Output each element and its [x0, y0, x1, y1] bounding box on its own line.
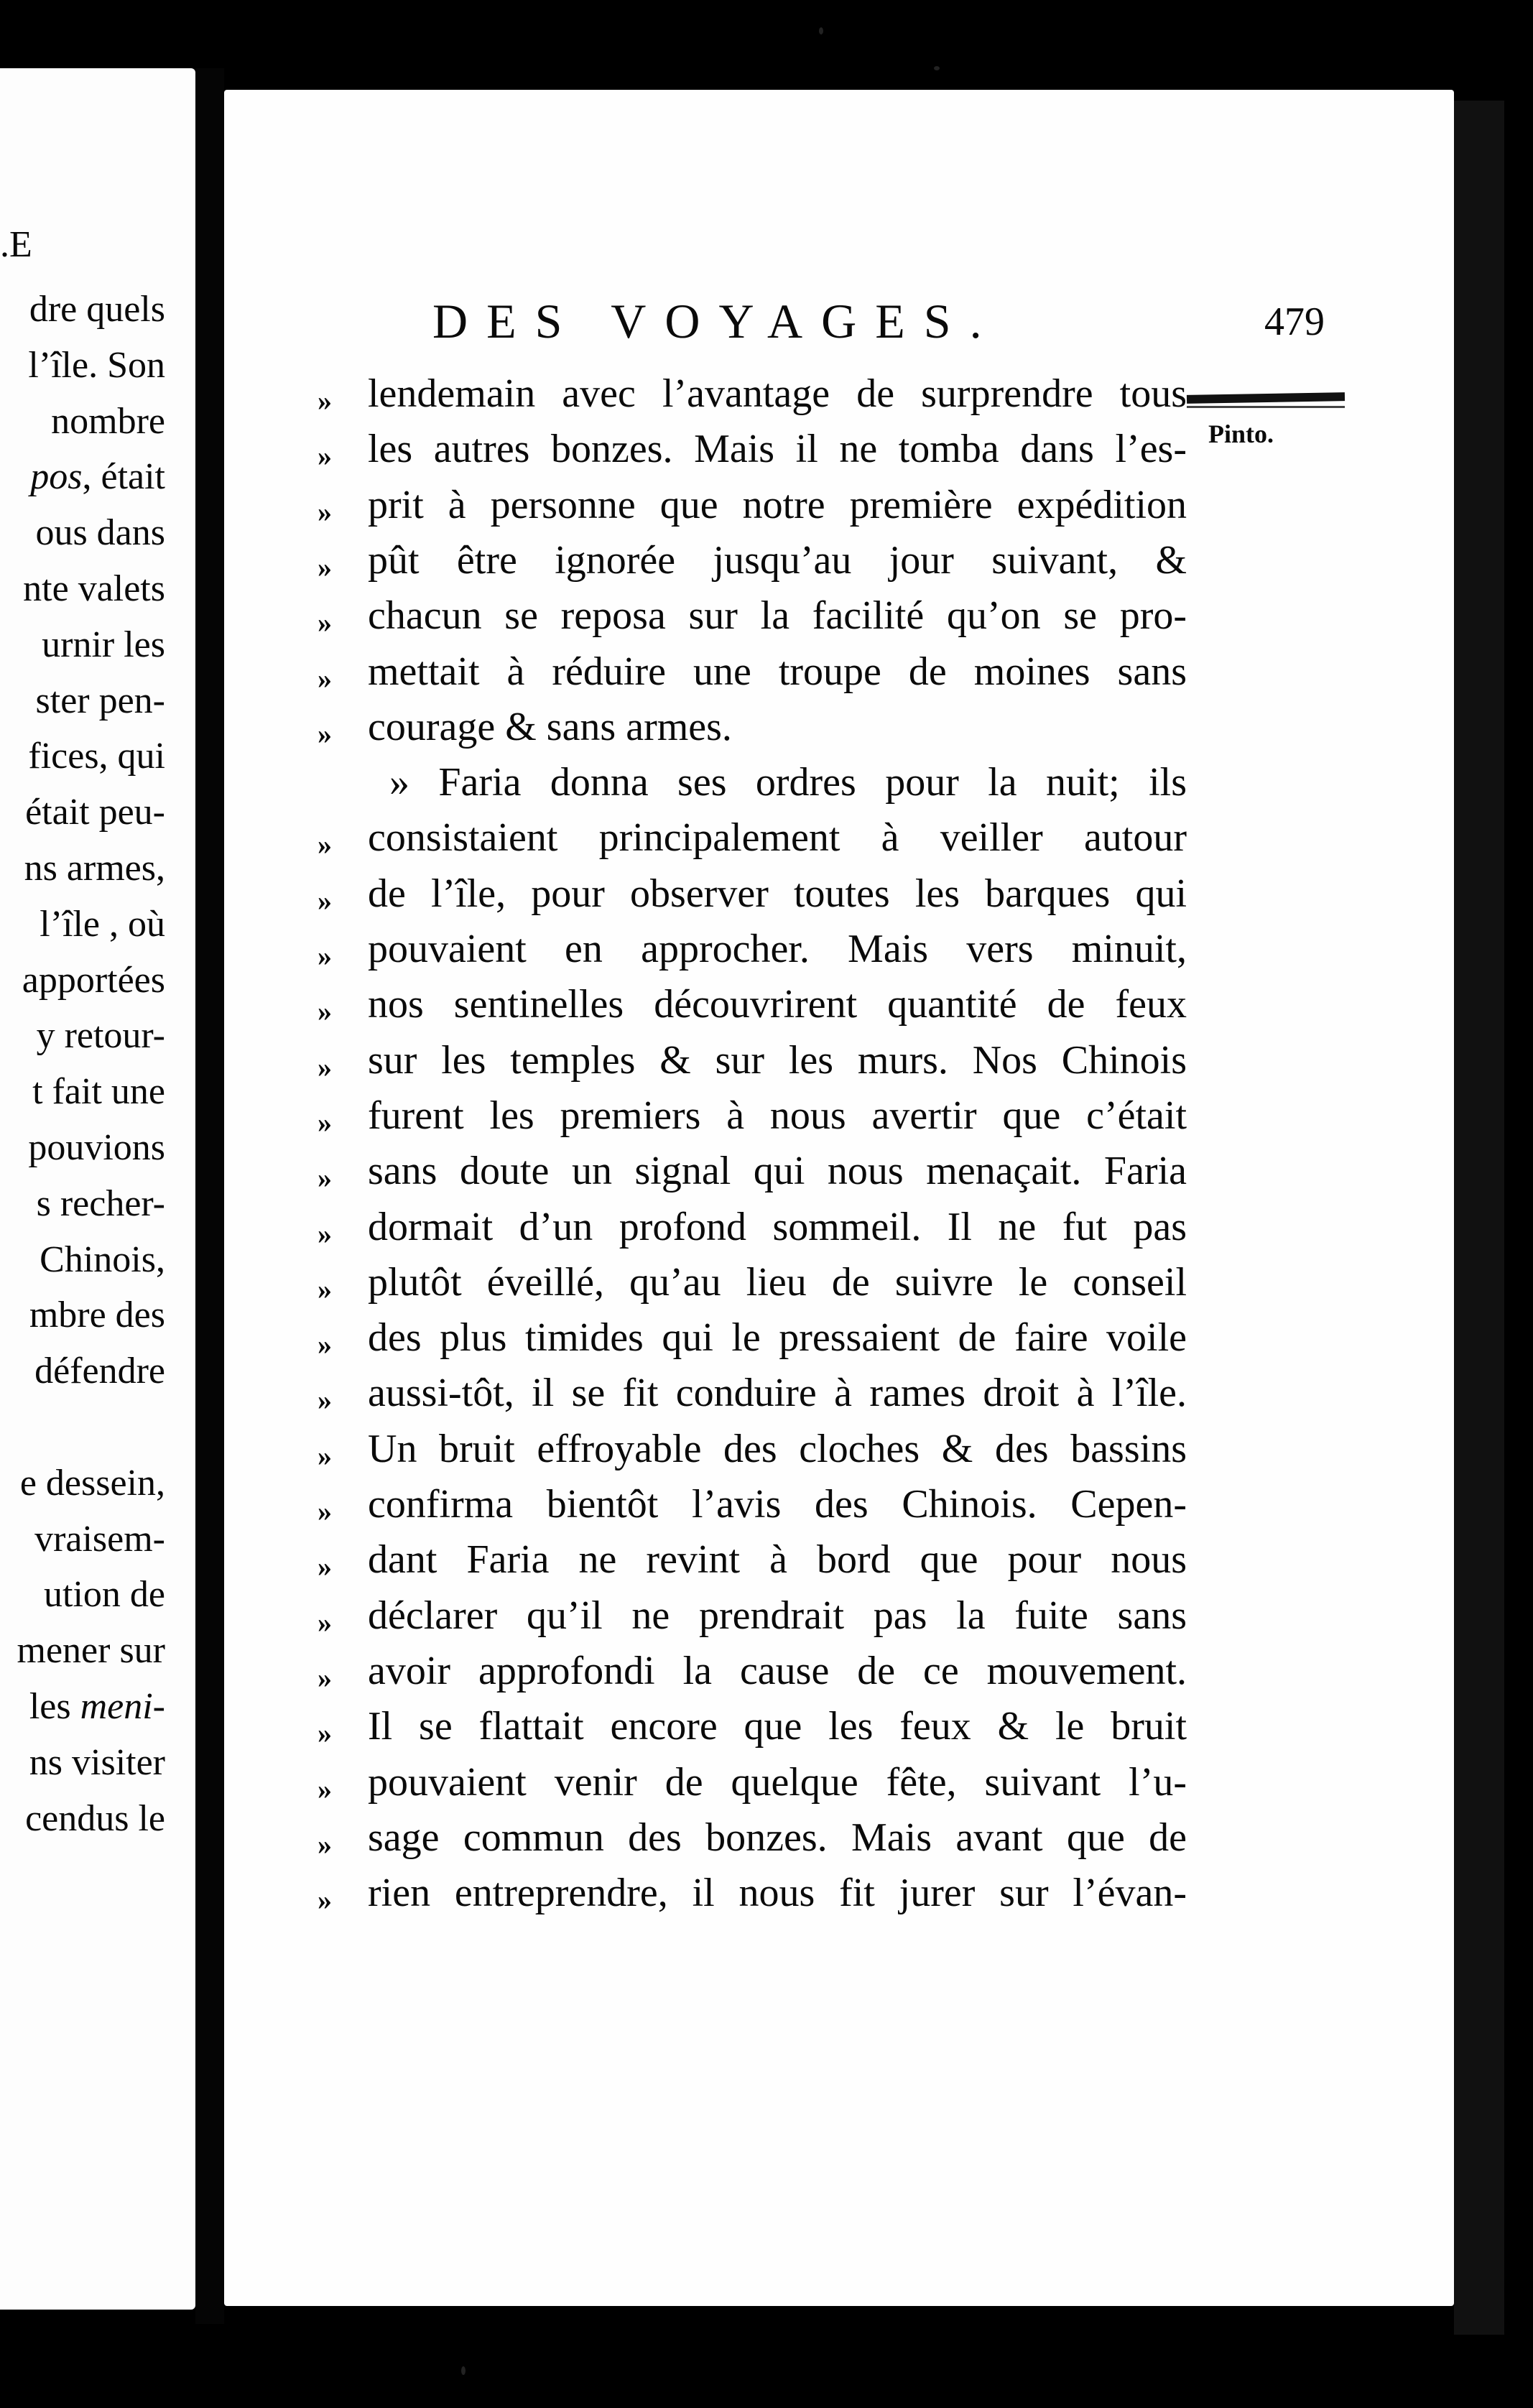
- line-text: plutôt éveillé, qu’au lieu de suivre le conseil: [368, 1259, 1187, 1305]
- line-text: nos sentinelles découvrirent quantité de feux: [368, 982, 1187, 1027]
- line-text: furent les premiers à nous avertir que c’était: [368, 1093, 1187, 1138]
- text-line: [318, 1539, 1409, 1596]
- quote-mark: »: [318, 1050, 332, 1083]
- text-line: [318, 929, 1409, 985]
- left-page-line: mbre des: [29, 1295, 165, 1336]
- line-text: pouvaient venir de quelque fête, suivant l’u-: [368, 1759, 1187, 1805]
- page-number: 479: [1264, 300, 1325, 344]
- quote-mark: »: [318, 717, 332, 750]
- margin-note: Pinto.: [1208, 420, 1274, 448]
- line-text: confirma bientôt l’avis des Chinois. Cepen-: [368, 1482, 1187, 1527]
- left-page-line: dre quels: [29, 289, 165, 330]
- line-text: pût être ignorée jusqu’au jour suivant, &: [368, 537, 1187, 583]
- text-line: [318, 1706, 1409, 1762]
- quote-mark: »: [318, 1384, 332, 1417]
- line-text: courage & sans armes.: [368, 704, 732, 749]
- quote-mark: »: [318, 1717, 332, 1750]
- line-text: avoir approfondi la cause de ce mouvement.: [368, 1648, 1187, 1693]
- line-text: sage commun des bonzes. Mais avant que de: [368, 1815, 1187, 1860]
- quote-mark: »: [318, 1162, 332, 1195]
- text-line: [318, 1817, 1409, 1874]
- text-line: [318, 1759, 1409, 1818]
- quote-mark: »: [318, 884, 332, 917]
- quote-mark: »: [318, 1495, 332, 1527]
- quote-mark: »: [318, 828, 332, 861]
- quote-mark: »: [318, 1550, 332, 1583]
- quote-mark: »: [318, 1884, 332, 1917]
- left-page-line: l’île. Son: [28, 344, 165, 386]
- text-line: [318, 371, 1409, 430]
- left-page-line: apportées: [22, 959, 165, 1001]
- left-page-line: l’île , où: [40, 903, 165, 945]
- text-line: [318, 1484, 1409, 1540]
- line-text: aussi-tôt, il se fit conduire à rames droit à l’île.: [368, 1371, 1187, 1416]
- left-page-line: vraisem-: [34, 1518, 165, 1560]
- text-line: [318, 815, 1409, 874]
- quote-mark: »: [318, 606, 332, 639]
- line-text: prit à personne que notre première expédition: [368, 482, 1187, 527]
- left-page-line: Chinois,: [40, 1238, 165, 1280]
- book-gutter: [195, 68, 224, 2324]
- left-page-line: nte valets: [23, 568, 165, 609]
- left-page-line: t fait une: [32, 1071, 165, 1113]
- line-text: dant Faria ne revint à bord que pour nous: [368, 1537, 1187, 1583]
- left-page-line: s recher-: [36, 1182, 165, 1224]
- text-line: [318, 1873, 1409, 1929]
- text-line: [318, 1648, 1409, 1707]
- scan-speck: [819, 27, 823, 34]
- line-text: sans doute un signal qui nous menaçait. Faria: [368, 1149, 1187, 1194]
- quote-mark: »: [318, 662, 332, 695]
- quote-mark: »: [318, 495, 332, 528]
- text-line: [318, 704, 1409, 763]
- text-line: [318, 1204, 1409, 1263]
- line-text: Un bruit effroyable des cloches & des bassins: [368, 1426, 1187, 1471]
- quote-mark: »: [318, 550, 332, 583]
- quote-mark: »: [318, 384, 332, 417]
- text-line: [318, 1037, 1409, 1096]
- text-line: [318, 429, 1409, 485]
- text-line: [318, 649, 1409, 708]
- quote-mark: »: [318, 1661, 332, 1694]
- left-page-line: pouvions: [28, 1127, 165, 1168]
- left-page-line: ns armes,: [24, 848, 165, 889]
- line-text: déclarer qu’il ne prendrait pas la fuite sans: [368, 1593, 1187, 1638]
- quote-mark: »: [318, 1606, 332, 1639]
- left-page-line: mener sur: [17, 1630, 165, 1672]
- line-text: dormait d’un profond sommeil. Il ne fut pas: [368, 1204, 1187, 1249]
- quote-mark: »: [318, 440, 332, 473]
- text-line: [318, 482, 1409, 541]
- quote-mark: »: [318, 1328, 332, 1361]
- right-page: [224, 90, 1454, 2306]
- left-page: [0, 68, 195, 2310]
- text-line: [318, 1315, 1409, 1374]
- left-page-line: les meni-: [29, 1686, 165, 1727]
- line-text: lendemain avec l’avantage de surprendre tous: [368, 371, 1187, 416]
- quote-mark: »: [318, 1828, 332, 1861]
- line-text: des plus timides qui le pressaient de faire voile: [368, 1315, 1187, 1361]
- left-page-line: nombre: [51, 400, 165, 442]
- quote-mark: »: [318, 1272, 332, 1305]
- text-line: [318, 1593, 1409, 1652]
- page-header: [432, 293, 1325, 351]
- text-line: [318, 537, 1409, 596]
- line-text: les autres bonzes. Mais il ne tomba dans l’es-: [368, 427, 1187, 472]
- text-line: [318, 871, 1409, 930]
- left-page-line: défendre: [34, 1351, 165, 1392]
- text-line: [318, 984, 1409, 1040]
- left-page-line: cendus le: [25, 1797, 165, 1839]
- quote-mark: »: [318, 940, 332, 972]
- left-page-line: pos, était: [30, 456, 165, 498]
- quote-mark: »: [318, 1217, 332, 1250]
- left-page-line: .E: [0, 224, 32, 265]
- line-text: pouvaient en approcher. Mais vers minuit,: [368, 927, 1187, 971]
- quote-mark: »: [318, 1106, 332, 1139]
- left-page-line: e dessein,: [19, 1462, 165, 1504]
- line-text: sur les temples & sur les murs. Nos Chinois: [368, 1037, 1187, 1083]
- page-edge: [1454, 101, 1504, 2335]
- quote-mark: »: [318, 995, 332, 1028]
- scan-speck: [934, 66, 940, 70]
- text-line: [318, 762, 1409, 818]
- line-text: chacun se reposa sur la facilité qu’on se pro-: [368, 593, 1187, 639]
- line-text: rien entreprendre, il nous fit jurer sur l’évan-: [368, 1871, 1187, 1916]
- quote-mark: »: [318, 1772, 332, 1805]
- text-line: [318, 1426, 1409, 1485]
- quote-mark: »: [318, 1439, 332, 1472]
- left-page-line: ution de: [44, 1574, 165, 1616]
- left-page-line: urnir les: [42, 624, 165, 665]
- left-page-line: y retour-: [36, 1015, 165, 1057]
- line-text: mettait à réduire une troupe de moines sans: [368, 649, 1187, 694]
- text-line: [318, 1093, 1409, 1152]
- left-page-line: était peu-: [25, 792, 165, 833]
- line-text: Il se flattait encore que les feux & le bruit: [368, 1704, 1187, 1749]
- scan-speck: [461, 2366, 466, 2375]
- line-text: consistaient principalement à veiller autour: [368, 815, 1187, 861]
- text-line: [318, 1373, 1409, 1429]
- left-page-line: ous dans: [35, 512, 165, 554]
- left-page-line: ns visiter: [29, 1741, 165, 1783]
- running-head: DES VOYAGES.: [432, 294, 1001, 348]
- left-page-line: fices, qui: [28, 736, 165, 777]
- left-page-line: ster pen-: [35, 680, 165, 721]
- line-text: » Faria donna ses ordres pour la nuit; ils: [389, 760, 1187, 805]
- line-text: de l’île, pour observer toutes les barques qui: [368, 871, 1187, 916]
- text-line: [318, 1259, 1409, 1318]
- text-line: [318, 593, 1409, 652]
- text-line: [318, 1151, 1409, 1207]
